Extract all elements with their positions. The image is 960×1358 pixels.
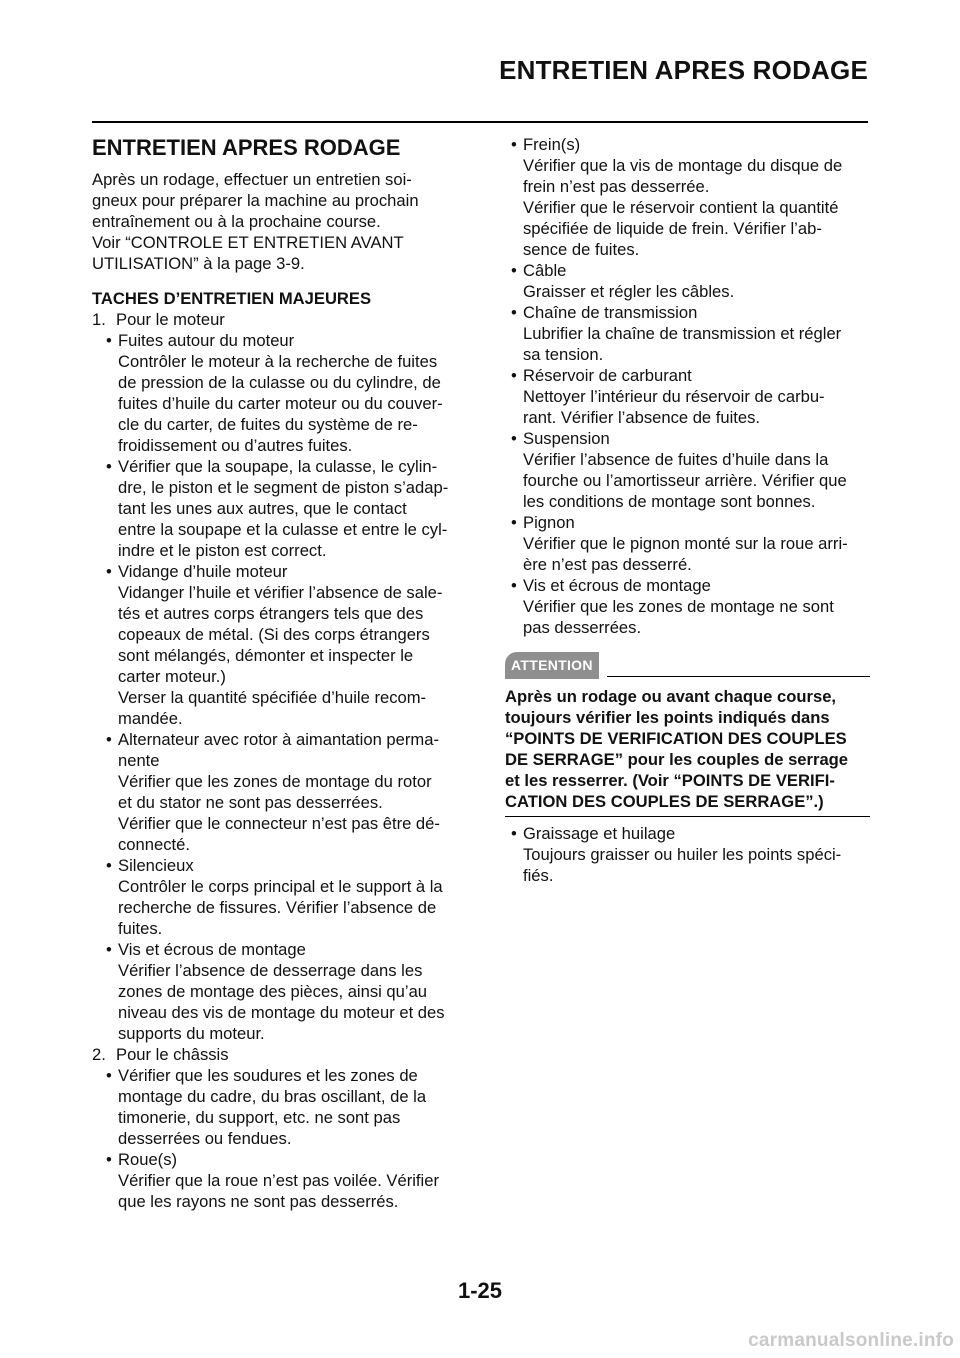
engine-item-label: Pour le moteur xyxy=(116,310,225,329)
bullet-item xyxy=(505,134,870,260)
bullet-item xyxy=(505,823,870,886)
bullet-text: Fuites autour du moteur Contrôler le moteur à la recherche de fuites de pression de la culasse ou du cylindre, de fuites d’huile du carter moteur ou du couver- cle du carter, de fuites du système de re- froidissement ou d’autres fuites. xyxy=(118,331,443,455)
bullet-icon: • xyxy=(511,261,517,280)
bullet-icon: • xyxy=(106,1066,112,1085)
bullet-item xyxy=(100,939,462,1044)
bullet-text: Chaîne de transmission Lubrifier la chaîne de transmission et régler sa tension. xyxy=(523,303,842,364)
final-bullet-list xyxy=(505,823,870,886)
bullet-text: Câble Graisser et régler les câbles. xyxy=(523,261,735,301)
bullet-item xyxy=(505,428,870,512)
chassis-item xyxy=(92,1044,462,1065)
intro-paragraph: Après un rodage, effectuer un entretien soi- gneux pour préparer la machine au prochain entraînement ou à la prochaine course. Voir “CONTROLE ET ENTRETIEN AVANT UTILISATION” à la page 3-9. xyxy=(92,170,419,273)
engine-bullet-list xyxy=(100,330,462,1044)
bullet-icon: • xyxy=(511,513,517,532)
bullet-icon: • xyxy=(106,856,112,875)
header-rule xyxy=(92,121,868,123)
attention-end-rule xyxy=(505,816,870,817)
bullet-item xyxy=(505,260,870,302)
bullet-icon: • xyxy=(106,457,112,476)
bullet-item xyxy=(505,302,870,365)
page-header-title: ENTRETIEN APRES RODAGE xyxy=(499,55,868,85)
bullet-text: Pignon Vérifier que le pignon monté sur la roue arri- ère n’est pas desserré. xyxy=(523,513,848,574)
bullet-icon: • xyxy=(106,940,112,959)
bullet-text: Suspension Vérifier l’absence de fuites d’huile dans la fourche ou l’amortisseur arrière. Vérifier que les conditions de montage sont bonnes. xyxy=(523,429,847,511)
bullet-icon: • xyxy=(106,1150,112,1169)
bullet-text: Vérifier que les soudures et les zones de montage du cadre, du bras oscillant, de la timonerie, du support, etc. ne sont pas desserrées ou fendues. xyxy=(118,1066,427,1148)
bullet-text: Graissage et huilage Toujours graisser ou huiler les points spéci- fiés. xyxy=(523,824,842,885)
bullet-item xyxy=(100,330,462,456)
bullet-text: Vidange d’huile moteur Vidanger l’huile et vérifier l’absence de sale- tés et autres corps étrangers tels que des copeaux de métal. (Si des corps étrangers sont mélangés, démonter et inspecter le carter moteur.) Verser la quantité spécifiée d’huile recom- mandée. xyxy=(118,562,443,728)
bullet-icon: • xyxy=(106,730,112,749)
maintenance-subheading: TACHES D’ENTRETIEN MAJEURES xyxy=(92,289,372,308)
right-column xyxy=(505,134,870,886)
bullet-text: Réservoir de carburant Nettoyer l’intérieur du réservoir de carbu- rant. Vérifier l’absence de fuites. xyxy=(523,366,825,427)
chassis-bullet-list xyxy=(100,1065,462,1212)
left-column xyxy=(92,134,462,1212)
bullet-icon: • xyxy=(511,824,517,843)
bullet-icon: • xyxy=(511,135,517,154)
bullet-item xyxy=(505,365,870,428)
attention-badge: ATTENTION xyxy=(505,652,599,679)
bullet-icon: • xyxy=(511,303,517,322)
bullet-icon: • xyxy=(106,331,112,350)
bullet-item xyxy=(100,1149,462,1212)
engine-item xyxy=(92,309,462,330)
bullet-icon: • xyxy=(511,576,517,595)
bullet-item xyxy=(505,512,870,575)
attention-block xyxy=(505,652,870,817)
bullet-text: Frein(s) Vérifier que la vis de montage du disque de frein n’est pas desserrée. Vérifier que le réservoir contient la quantité spécifiée de liquide de frein. Vérifier l’ab- sence de fuites. xyxy=(523,135,843,259)
bullet-text: Vérifier que la soupape, la culasse, le cylin- dre, le piston et le segment de piston s’adap- tant les unes aux autres, que le contact entre la soupape et la culasse et entre le cyl- indre et le piston est correct. xyxy=(118,457,449,560)
bullet-item xyxy=(100,729,462,855)
bullet-text: Vis et écrous de montage Vérifier que les zones de montage ne sont pas desserrées. xyxy=(523,576,834,637)
watermark: carmanualsonline.info xyxy=(748,1330,954,1351)
item-number: 1. xyxy=(92,310,106,329)
attention-header xyxy=(505,652,870,678)
attention-text: Après un rodage ou avant chaque course, toujours vérifier les points indiqués dans “POINTS DE VERIFICATION DES COUPLES DE SERRAGE” pour les couples de serrage et les resserrer. (Voir “POINTS DE VERIFI- CATION DES COUPLES DE SERRAGE”.) xyxy=(505,687,849,811)
bullet-text: Silencieux Contrôler le corps principal et le support à la recherche de fissures. Vérifier l’absence de fuites. xyxy=(118,856,443,938)
bullet-icon: • xyxy=(106,562,112,581)
bullet-item xyxy=(100,1065,462,1149)
bullet-item xyxy=(505,575,870,638)
bullet-text: Roue(s) Vérifier que la roue n’est pas voilée. Vérifier que les rayons ne sont pas desserrés. xyxy=(118,1150,439,1211)
bullet-icon: • xyxy=(511,366,517,385)
bullet-item xyxy=(100,561,462,729)
bullet-icon: • xyxy=(511,429,517,448)
bullet-text: Alternateur avec rotor à aimantation perma- nente Vérifier que les zones de montage du rotor et du stator ne sont pas desserrées. Vérifier que le connecteur n’est pas être dé- connecté. xyxy=(118,730,440,854)
chassis-item-label: Pour le châssis xyxy=(116,1045,229,1064)
page-number: 1-25 xyxy=(457,1278,503,1303)
bullet-item xyxy=(100,855,462,939)
bullet-item xyxy=(100,456,462,561)
section-title: ENTRETIEN APRES RODAGE xyxy=(92,135,401,160)
bullet-text: Vis et écrous de montage Vérifier l’absence de desserrage dans les zones de montage des pièces, ainsi qu’au niveau des vis de montage du moteur et des supports du moteur. xyxy=(118,940,445,1043)
attention-rule xyxy=(607,676,870,677)
item-number: 2. xyxy=(92,1045,106,1064)
right-bullet-list xyxy=(505,134,870,638)
